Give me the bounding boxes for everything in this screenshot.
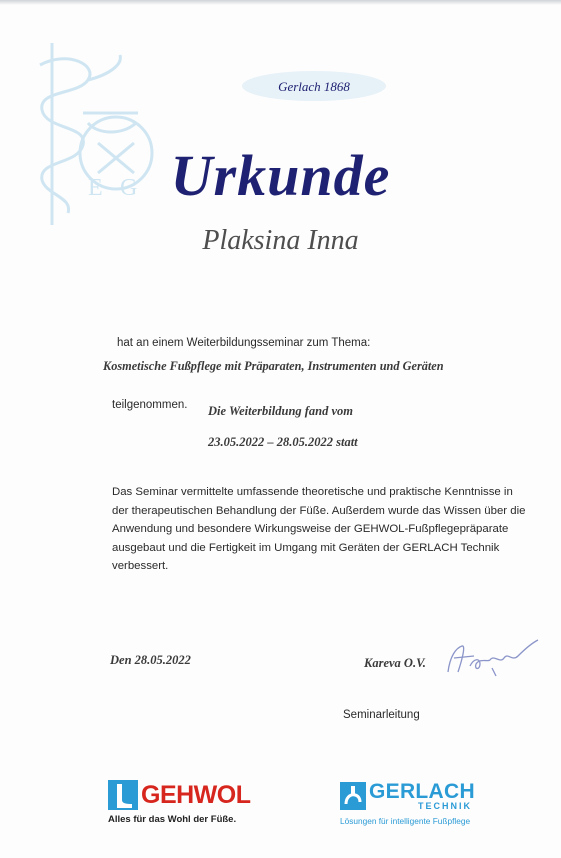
founder-signature-plate bbox=[240, 69, 388, 103]
participated-text: teilgenommen. bbox=[112, 399, 188, 411]
svg-text:E: E bbox=[88, 175, 103, 201]
gerlach-wordmark: GERLACH bbox=[369, 780, 475, 803]
intro-line: hat an einem Weiterbildungsseminar zum Thema: bbox=[117, 337, 371, 349]
issue-date: Den 28.05.2022 bbox=[110, 653, 191, 667]
gerlach-subtitle: TECHNIK bbox=[418, 801, 472, 811]
signer-name: Kareva O.V. bbox=[364, 656, 426, 670]
training-dates: 23.05.2022 – 28.05.2022 statt bbox=[208, 435, 358, 449]
seminar-description: Das Seminar vermittelte umfassende theoretische und praktische Kenntnisse in der therapeutischen Behandlung der Füße. Außerdem wurde das Wissen über die Anwendung und besondere Wirkungsweise der GEHWOL-Fußpflegepräparate ausgebaut und die Fertigkeit im Umgang mit Geräten der GERLACH Technik verbessert. bbox=[112, 486, 526, 573]
gehwol-wordmark: GEHWOL bbox=[141, 781, 251, 809]
recipient-name: Plaksina Inna bbox=[202, 225, 359, 256]
training-prefix: Die Weiterbildung fand vom bbox=[208, 404, 354, 418]
handwritten-signature bbox=[440, 636, 540, 682]
gerlach-tagline: Lösungen für intelligente Fußpflege bbox=[340, 816, 471, 826]
plate-script: Gerlach 1868 bbox=[278, 79, 350, 94]
seminar-topic: Kosmetische Fußpflege mit Präparaten, Instrumenten und Geräten bbox=[103, 359, 444, 373]
gehwol-logo bbox=[108, 780, 288, 828]
gehwol-tagline: Alles für das Wohl der Füße. bbox=[108, 814, 237, 825]
signer-role: Seminarleitung bbox=[343, 709, 420, 721]
page-top-edge bbox=[0, 0, 561, 5]
svg-text:G: G bbox=[120, 175, 138, 201]
gerlach-logo bbox=[340, 780, 500, 830]
gerlach-emblem-icon bbox=[340, 782, 366, 810]
gehwol-foot-icon bbox=[108, 780, 138, 810]
certificate-title: Urkunde bbox=[170, 143, 391, 208]
